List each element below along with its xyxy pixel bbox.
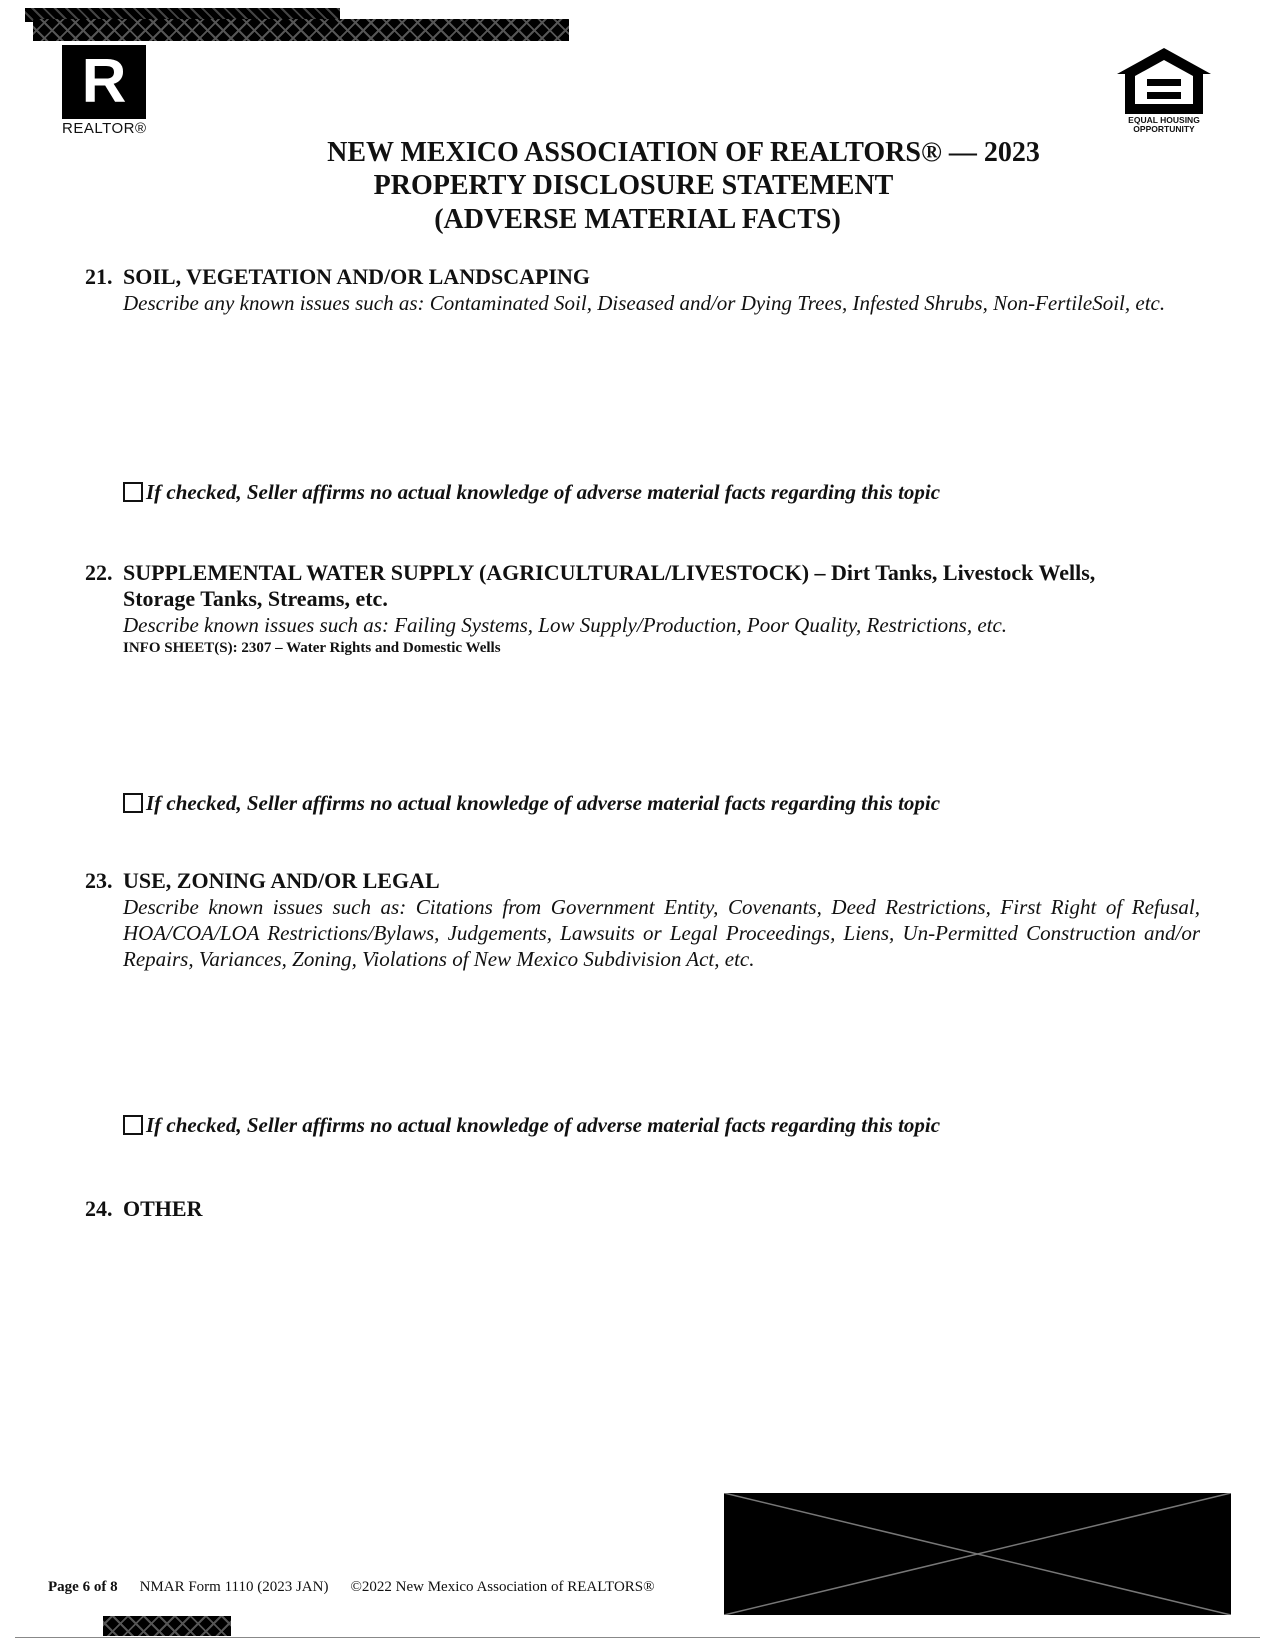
affirm-row-22[interactable] <box>123 790 940 816</box>
section-description: Describe any known issues such as: Contaminated Soil, Diseased and/or Dying Trees, Infested Shrubs, Non-FertileSoil, etc. <box>123 291 1166 315</box>
section-number: 23. <box>85 868 113 893</box>
section-heading <box>85 560 1200 586</box>
page-subtitle: PROPERTY DISCLOSURE STATEMENT <box>373 170 894 201</box>
eho-text-line2: OPPORTUNITY <box>1133 124 1195 134</box>
section-24 <box>85 1196 1200 1222</box>
realtor-wordmark: REALTOR® <box>62 120 147 137</box>
info-sheet-reference: INFO SHEET(S): 2307 – Water Rights and Domestic Wells <box>123 640 501 656</box>
section-title: OTHER <box>123 1196 203 1221</box>
section-title: SUPPLEMENTAL WATER SUPPLY (AGRICULTURAL/LIVESTOCK) – Dirt Tanks, Livestock Wells, <box>123 560 1096 585</box>
section-description: Describe known issues such as: Failing Systems, Low Supply/Production, Poor Quality, Restrictions, etc. <box>123 613 1008 637</box>
affirm-label: If checked, Seller affirms no actual knowledge of adverse material facts regarding this topic <box>146 1113 941 1137</box>
initials-redaction-block <box>724 1493 1231 1615</box>
redaction-bar <box>103 1616 231 1636</box>
page-subtitle-paren: (ADVERSE MATERIAL FACTS) <box>434 204 841 235</box>
affirm-checkbox[interactable] <box>123 1115 143 1135</box>
affirm-checkbox[interactable] <box>123 793 143 813</box>
affirm-row-21[interactable] <box>123 479 940 505</box>
realtor-logo <box>62 45 152 137</box>
section-21 <box>85 264 1200 316</box>
section-heading <box>85 1196 1200 1222</box>
section-number: 22. <box>85 560 113 585</box>
section-number: 24. <box>85 1196 113 1221</box>
equal-housing-logo <box>1112 46 1216 134</box>
form-id: NMAR Form 1110 (2023 JAN) <box>139 1579 329 1595</box>
section-title-continued: Storage Tanks, Streams, etc. <box>123 586 388 611</box>
redaction-bar <box>33 19 569 41</box>
affirm-label: If checked, Seller affirms no actual knowledge of adverse material facts regarding this topic <box>146 480 941 504</box>
section-heading <box>85 868 1200 894</box>
page-number: Page 6 of 8 <box>48 1579 118 1595</box>
section-number: 21. <box>85 264 113 289</box>
affirm-row-23[interactable] <box>123 1112 940 1138</box>
page-title: NEW MEXICO ASSOCIATION OF REALTORS® — 2023 <box>327 137 1040 168</box>
house-icon <box>1115 46 1213 116</box>
affirm-label: If checked, Seller affirms no actual knowledge of adverse material facts regarding this topic <box>146 791 941 815</box>
section-heading <box>85 264 1200 290</box>
section-description: Describe known issues such as: Citations from Government Entity, Covenants, Deed Restrictions, First Right of Refusal, HOA/COA/LOA Restrictions/Bylaws, Judgements, Lawsuits or Legal Proceedings, Liens, Un-Permitted Construction and/or Repairs, Variances, Zoning, Violations of New Mexico Subdivision Act, etc. <box>123 895 1200 971</box>
page-footer <box>48 1579 655 1596</box>
section-title: SOIL, VEGETATION AND/OR LANDSCAPING <box>123 264 590 289</box>
affirm-checkbox[interactable] <box>123 482 143 502</box>
section-22 <box>85 560 1200 658</box>
copyright: ©2022 New Mexico Association of REALTORS® <box>350 1579 655 1595</box>
realtor-mark: R <box>62 45 146 119</box>
eho-text-line1: EQUAL HOUSING <box>1128 115 1200 125</box>
bottom-divider <box>15 1637 1260 1638</box>
crossed-box-graphic <box>724 1493 1231 1615</box>
section-title: USE, ZONING AND/OR LEGAL <box>123 868 440 893</box>
section-23 <box>85 868 1200 972</box>
